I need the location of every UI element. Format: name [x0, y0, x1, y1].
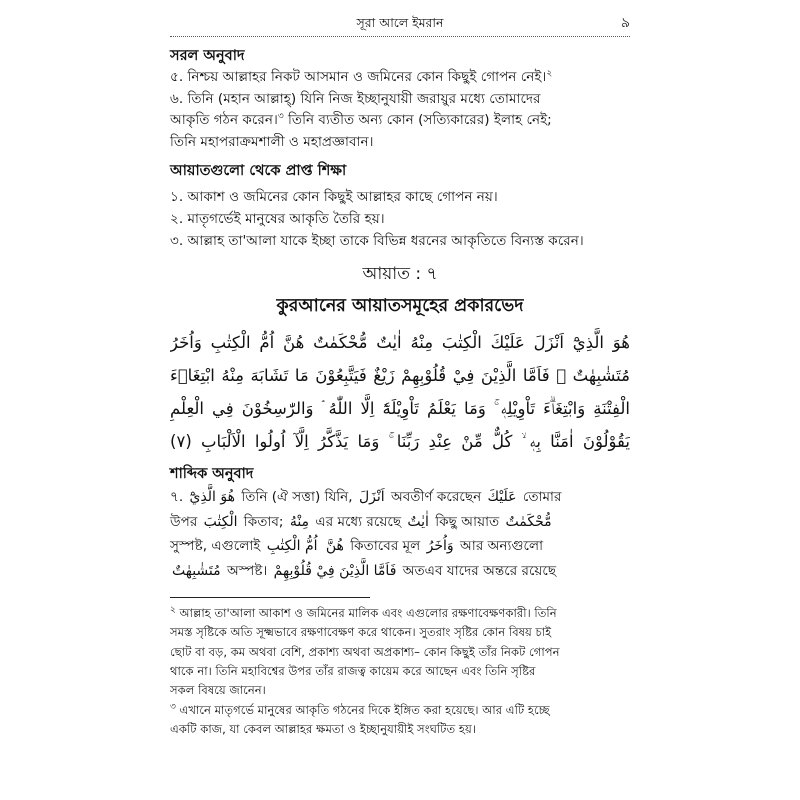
lessons-section	[170, 161, 630, 252]
footnote-line	[170, 662, 630, 681]
arabic-verse	[170, 326, 630, 458]
arabic-word: هُوَ الَّذِيْٓ	[189, 489, 236, 506]
lessons-heading: আয়াতগুলো থেকে প্রাপ্ত শিক্ষা	[170, 163, 347, 180]
word-by-word-line	[170, 485, 630, 510]
bengali-meaning: ৭.	[170, 489, 188, 506]
lesson-item: ২. মাতৃগর্ভেই মানুষের আকৃতি তৈরি হয়।	[170, 210, 385, 227]
bengali-meaning: কিছু আয়াত	[430, 513, 504, 530]
arabic-word: مُّحْكَمٰتٌ	[505, 513, 552, 530]
footnote-text: আল্লাহ তা'আলা আকাশ ও জমিনের মালিক এবং এগুলোর রক্ষণাবেক্ষণকারী। তিনি	[175, 606, 557, 621]
arabic-word: فَاَمَّا الَّذِيْنَ فِيْ قُلُوْبِهِمْ	[273, 562, 397, 579]
translation-text: তিনি ব্যতীত অন্য কোন (সত্যিকারের) ইলাহ নেই;	[283, 112, 552, 129]
arabic-verse-line: الْفِتْنَةِ وَابْتِغَاۗءَ تَاْوِيْلِهٖ ۚ وَمَا يَعْلَمُ تَاْوِيْلَهٗٓ اِلَّا اللّٰهُ ۘ وَالرّٰسِخُوْنَ فِي الْعِلْمِ	[170, 399, 630, 419]
lesson-item: ১. আকাশ ও জমিনের কোন কিছুই আল্লাহর কাছে গোপন নয়।	[170, 189, 498, 206]
bengali-meaning: উপর	[170, 513, 202, 530]
arabic-word: عَلَيْكَ	[487, 489, 517, 506]
lesson-item: ৩. আল্লাহ তা'আলা যাকে ইচ্ছা তাকে বিভিন্ন ধরনের আকৃতিতে বিন্যস্ত করেন।	[170, 232, 584, 249]
arabic-word: الْكِتٰبَ	[203, 513, 238, 530]
word-by-word-heading: শাব্দিক অনুবাদ	[170, 466, 254, 483]
word-by-word-line	[170, 559, 630, 584]
footnote-text: একটি কাজ, যা কেবল আল্লাহর ক্ষমতা ও ইচ্ছানুযায়ীই সংঘটিত হয়।	[170, 721, 476, 736]
footnotes-section	[170, 604, 630, 739]
footnote-line	[170, 720, 630, 739]
running-title: সূরা আলে ইমরান	[356, 15, 444, 30]
footnote-line	[170, 604, 630, 623]
bengali-meaning: তোমার	[518, 489, 562, 506]
simple-translation-heading: সরল অনুবাদ	[170, 48, 245, 64]
translation-line	[170, 89, 630, 111]
arabic-word: هُنَّ	[325, 538, 344, 555]
page-number: ৯	[620, 15, 630, 31]
footnote-text: সকল বিষয়ে জানেন।	[170, 683, 266, 698]
bengali-meaning: অস্পষ্ট।	[222, 562, 272, 579]
footnote-divider	[170, 597, 370, 598]
bengali-meaning: সুস্পষ্ট, এগুলোই	[170, 538, 265, 555]
arabic-verse-line: مُتَشٰبِهٰتٌ ۭ فَاَمَّا الَّذِيْنَ فِيْ قُلُوْبِهِمْ زَيْغٌ فَيَتَّبِعُوْنَ مَا تَشَابَهَ مِنْهُ ابْتِغَاۗءَ	[170, 366, 630, 386]
footnote-text: থাকে না। তিনি মহাবিশ্বের উপর তাঁর রাজত্ব কায়েম করে আছেন এবং তিনি সৃষ্টির	[170, 664, 536, 679]
word-by-word-section	[170, 464, 630, 583]
footnote-text: এখানে মাতৃগর্ভে মানুষের আকৃতি গঠনের দিকে ইঙ্গিত করা হয়েছে। আর এটি হচ্ছে	[175, 702, 550, 717]
arabic-verse-line: هُوَ الَّذِيْٓ اَنْزَلَ عَلَيْكَ الْكِتٰبَ مِنْهُ اٰيٰتٌ مُّحْكَمٰتٌ هُنَّ اُمُّ الْكِتٰبِ وَاُخَرُ	[170, 333, 630, 353]
footnote-number: ৩	[170, 701, 176, 712]
bengali-meaning: অবতীর্ণ করেছেন	[386, 489, 486, 506]
footnote-marker[interactable]: ২	[546, 68, 553, 79]
translation-text: আকৃতি গঠন করেন।	[170, 112, 278, 129]
bengali-meaning: তিনি (ঐ সত্তা) যিনি,	[237, 489, 357, 506]
translation-line	[170, 67, 630, 89]
footnote-text: সমস্ত সৃষ্টিকে অতি সূক্ষ্মভাবে রক্ষণাবেক্ষণ করে থাকেন। সুতরাং সৃষ্টির কোন বিষয় চাই	[170, 625, 552, 640]
simple-translation-section	[170, 46, 630, 153]
arabic-verse-line: يَقُوْلُوْنَ اٰمَنَّا بِهٖ ۙ كُلٌّ مِّنْ عِنْدِ رَبِّنَا ۚ وَمَا يَذَّكَّرُ اِلَّآ اُولُوا الْاَلْبَابِ (٧)	[170, 432, 630, 452]
translation-line	[170, 110, 630, 132]
arabic-word: اٰيٰتٌ	[407, 513, 429, 530]
bengali-meaning: কিতাবের মূল	[345, 538, 425, 555]
bengali-meaning: এর মধ্যে রয়েছে	[311, 513, 406, 530]
bengali-meaning: কিতাব;	[239, 513, 288, 530]
word-by-word-line	[170, 534, 630, 559]
footnote-number: ২	[170, 605, 176, 616]
translation-text: ৬. তিনি (মহান আল্লাহ্) যিনি নিজ ইচ্ছানুযায়ী জরায়ুর মধ্যে তোমাদের	[170, 90, 541, 107]
arabic-word: اَنْزَلَ	[358, 489, 385, 506]
footnote-line	[170, 623, 630, 642]
running-header	[170, 12, 630, 37]
bengali-meaning: আর অন্যগুলো	[455, 538, 544, 555]
footnote-line	[170, 643, 630, 662]
ayah-number-label: আয়াত : ৭	[362, 264, 438, 285]
arabic-word: مِنْهُ	[289, 513, 310, 530]
lessons-list	[170, 187, 630, 252]
translation-text: তিনি মহাপরাক্রমশালী ও মহাপ্রজ্ঞাবান।	[170, 133, 374, 150]
footnote-line	[170, 681, 630, 700]
ayah-title: কুরআনের আয়াতসমূহের প্রকারভেদ	[276, 296, 524, 317]
bengali-meaning: অতএব যাদের অন্তরে রয়েছে	[398, 562, 557, 579]
arabic-word: وَاُخَرُ	[426, 538, 454, 555]
footnote-text: ছোট বা বড়, কম অথবা বেশি, প্রকাশ্য অথবা অপ্রকাশ্য– কোন কিছুই তাঁর নিকট গোপন	[170, 644, 560, 659]
word-by-word-line	[170, 510, 630, 535]
arabic-word: اُمُّ الْكِتٰبِ	[266, 538, 318, 555]
translation-line	[170, 132, 630, 154]
translation-text: ৫. নিশ্চয় আল্লাহর নিকট আসমান ও জমিনের কোন কিছুই গোপন নেই।	[170, 69, 547, 85]
footnote-marker[interactable]: ৩	[277, 111, 284, 122]
arabic-word: مُتَشٰبِهٰتٌ	[172, 562, 221, 579]
footnote-line	[170, 701, 630, 720]
